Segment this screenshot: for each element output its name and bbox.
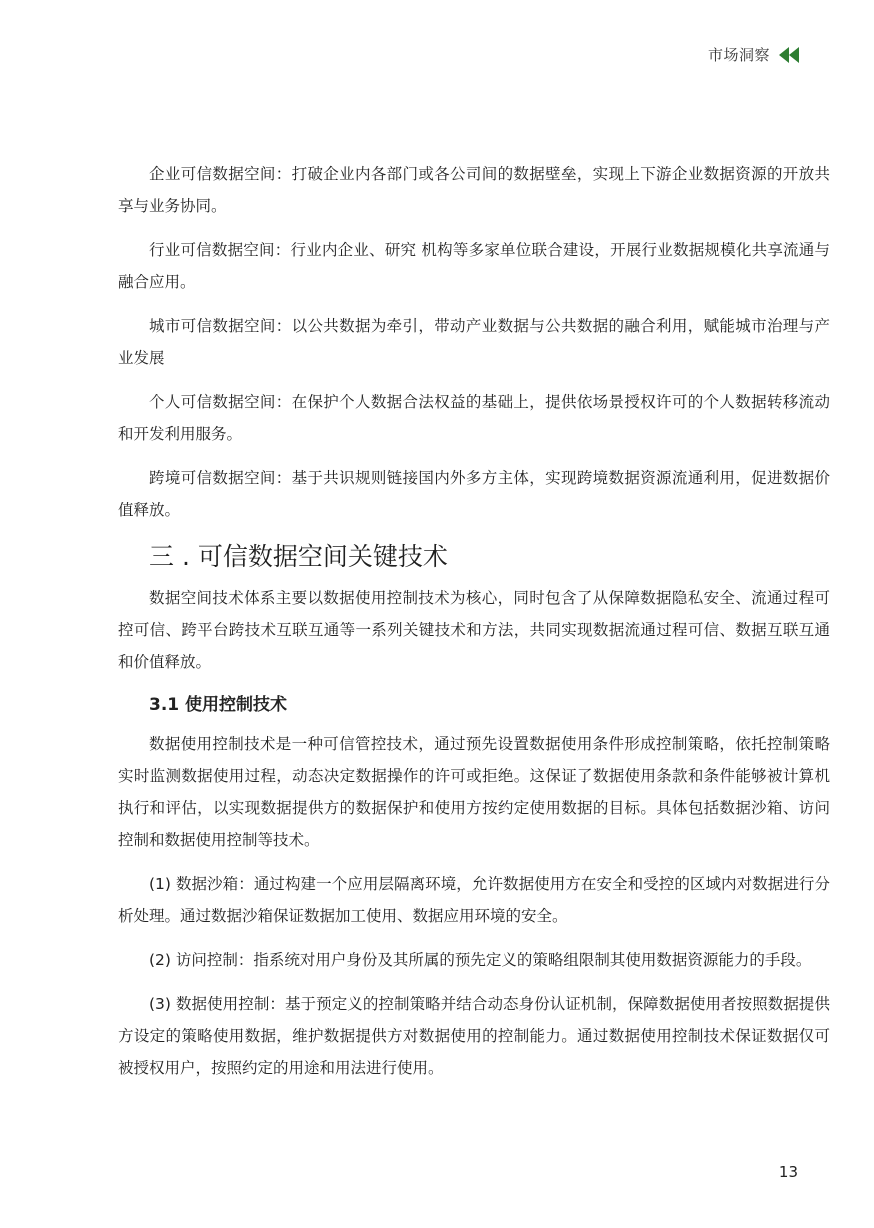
list-item-access-control: (2) 访问控制：指系统对用户身份及其所属的预先定义的策略组限制其使用数据资源能力的手段。 <box>149 951 812 969</box>
double-left-arrow-icon <box>778 46 800 64</box>
page-number: 13 <box>778 1163 798 1181</box>
paragraph-industry-space: 行业可信数据空间：行业内企业、研究 机构等多家单位联合建设，开展行业数据规模化共享流通与融合应用。 <box>118 241 830 291</box>
list-item-usage-control: (3) 数据使用控制：基于预定义的控制策略并结合动态身份认证机制，保障数据使用者按照数据提供方设定的策略使用数据，维护数据提供方对数据使用的控制能力。通过数据使用控制技术保证数据仅可被授权用户，按照约定的用途和用法进行使用。 <box>118 995 830 1077</box>
document-body <box>118 158 830 1096</box>
subsection-body: 数据使用控制技术是一种可信管控技术，通过预先设置数据使用条件形成控制策略，依托控制策略实时监测数据使用过程，动态决定数据操作的许可或拒绝。这保证了数据使用条款和条件能够被计算机执行和评估，以实现数据提供方的数据保护和使用方按约定使用数据的目标。具体包括数据沙箱、访问控制和数据使用控制等技术。 <box>118 735 830 849</box>
page-header <box>708 44 800 65</box>
paragraph-personal-space: 个人可信数据空间：在保护个人数据合法权益的基础上，提供依场景授权许可的个人数据转移流动和开发利用服务。 <box>118 393 830 443</box>
section-title: 三 . 可信数据空间关键技术 <box>149 542 448 571</box>
list-item-data-sandbox: (1) 数据沙箱：通过构建一个应用层隔离环境，允许数据使用方在安全和受控的区域内对数据进行分析处理。通过数据沙箱保证数据加工使用、数据应用环境的安全。 <box>118 875 830 925</box>
subsection-title: 3.1 使用控制技术 <box>149 695 288 715</box>
paragraph-crossborder-space: 跨境可信数据空间：基于共识规则链接国内外多方主体，实现跨境数据资源流通利用，促进数据价值释放。 <box>118 469 830 519</box>
paragraph-enterprise-space: 企业可信数据空间：打破企业内各部门或各公司间的数据壁垒，实现上下游企业数据资源的开放共享与业务协同。 <box>118 165 830 215</box>
paragraph-city-space: 城市可信数据空间：以公共数据为牵引，带动产业数据与公共数据的融合利用，赋能城市治理与产业发展 <box>118 317 830 367</box>
section-intro: 数据空间技术体系主要以数据使用控制技术为核心，同时包含了从保障数据隐私安全、流通过程可控可信、跨平台跨技术互联互通等一系列关键技术和方法，共同实现数据流通过程可信、数据互联互通和价值释放。 <box>118 589 830 671</box>
header-title: 市场洞察 <box>707 46 770 64</box>
